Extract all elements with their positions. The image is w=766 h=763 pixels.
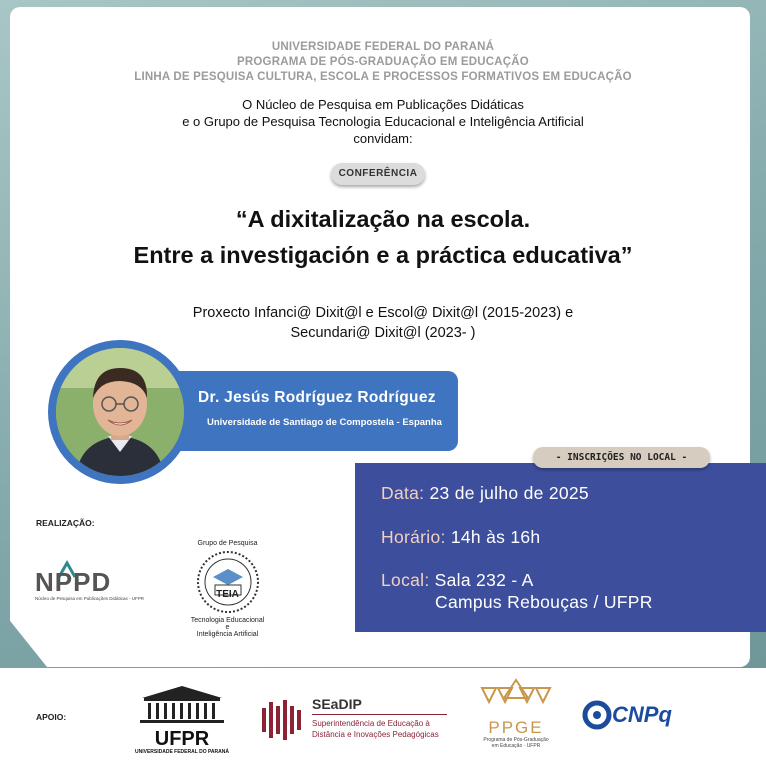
place-value-1: Sala 232 - A — [434, 570, 534, 590]
registration-badge: - INSCRIÇÕES NO LOCAL - — [533, 447, 710, 468]
place-row — [381, 570, 534, 591]
seadip-logo — [262, 696, 452, 746]
title-line-2: Entre a investigación e a práctica educativa” — [133, 242, 633, 268]
ppge-caption-1: Programa de Pós-Graduação — [483, 737, 549, 743]
ppge-wordmark: PPGE — [488, 718, 544, 737]
ufpr-caption: UNIVERSIDADE FEDERAL DO PARANÁ — [135, 749, 229, 755]
teia-wordmark: TEIA — [216, 589, 239, 600]
conference-badge: CONFERÊNCIA — [331, 163, 425, 185]
place-label: Local: — [381, 570, 430, 590]
speaker-bar — [170, 371, 458, 451]
nppd-logo — [35, 561, 147, 601]
ufpr-logo — [132, 684, 232, 754]
ppge-caption-2: em Educação · UFPR — [491, 743, 541, 749]
nppd-wordmark: NPPD — [35, 567, 112, 597]
program-name: PROGRAMA DE PÓS-GRADUAÇÃO EM EDUCAÇÃO — [237, 56, 529, 68]
speaker-name: Dr. Jesús Rodríguez Rodríguez — [198, 389, 436, 406]
ufpr-building-icon — [132, 684, 232, 724]
ufpr-wordmark: UFPR — [154, 728, 210, 750]
time-row — [381, 527, 540, 548]
teia-emblem-icon — [195, 549, 261, 615]
teia-logo — [190, 540, 265, 638]
date-label: Data: — [381, 483, 425, 503]
cnpq-wordmark: CNPq — [612, 702, 672, 727]
invite-line-2: e o Grupo de Pesquisa Tecnologia Educacional e Inteligência Artificial — [182, 114, 584, 129]
cnpq-emblem-icon — [582, 700, 612, 730]
place-value-2: Campus Rebouças / UFPR — [435, 592, 653, 612]
teia-bottom-text-2: Inteligência Artificial — [196, 631, 259, 638]
date-row — [381, 483, 589, 504]
speaker-affiliation: Universidade de Santiago de Compostela - Espanha — [207, 417, 442, 428]
apoio-label: APOIO: — [36, 712, 67, 722]
speaker-photo — [56, 348, 184, 476]
ppge-logo — [478, 676, 554, 758]
realizacao-label: REALIZAÇÃO: — [36, 518, 95, 528]
seadip-wordmark: SEaDIP — [312, 696, 362, 712]
seadip-bars-icon — [262, 700, 308, 740]
cnpq-logo — [582, 700, 692, 734]
seadip-divider — [312, 714, 447, 715]
invite-line-3: convidam: — [353, 131, 413, 146]
nppd-caption: Núcleo de Pesquisa em Publicações Didáticas - UFPR — [35, 596, 145, 601]
date-value: 23 de julho de 2025 — [429, 483, 589, 503]
subtitle-line-1: Proxecto Infanci@ Dixit@l e Escol@ Dixit@l (2015-2023) e — [192, 305, 574, 321]
invite-line-1: O Núcleo de Pesquisa em Publicações Didáticas — [242, 97, 524, 112]
teia-bottom-text-1: Tecnologia Educacional e — [190, 617, 265, 631]
time-value: 14h às 16h — [450, 527, 541, 547]
subtitle-line-2: Secundari@ Dixit@l (2023- ) — [290, 325, 476, 341]
teia-top-text: Grupo de Pesquisa — [197, 540, 258, 547]
seadip-line-2: Distância e Inovações Pedagógicas — [312, 730, 439, 739]
research-line: LINHA DE PESQUISA CULTURA, ESCOLA E PROCESSOS FORMATIVOS EM EDUCAÇÃO — [134, 71, 632, 83]
time-label: Horário: — [381, 527, 446, 547]
seadip-line-1: Superintendência de Educação à — [312, 719, 430, 728]
university-name: UNIVERSIDADE FEDERAL DO PARANÁ — [271, 41, 495, 53]
ppge-triangles-icon — [478, 676, 554, 714]
title-line-1: “A dixitalização na escola. — [235, 206, 531, 232]
